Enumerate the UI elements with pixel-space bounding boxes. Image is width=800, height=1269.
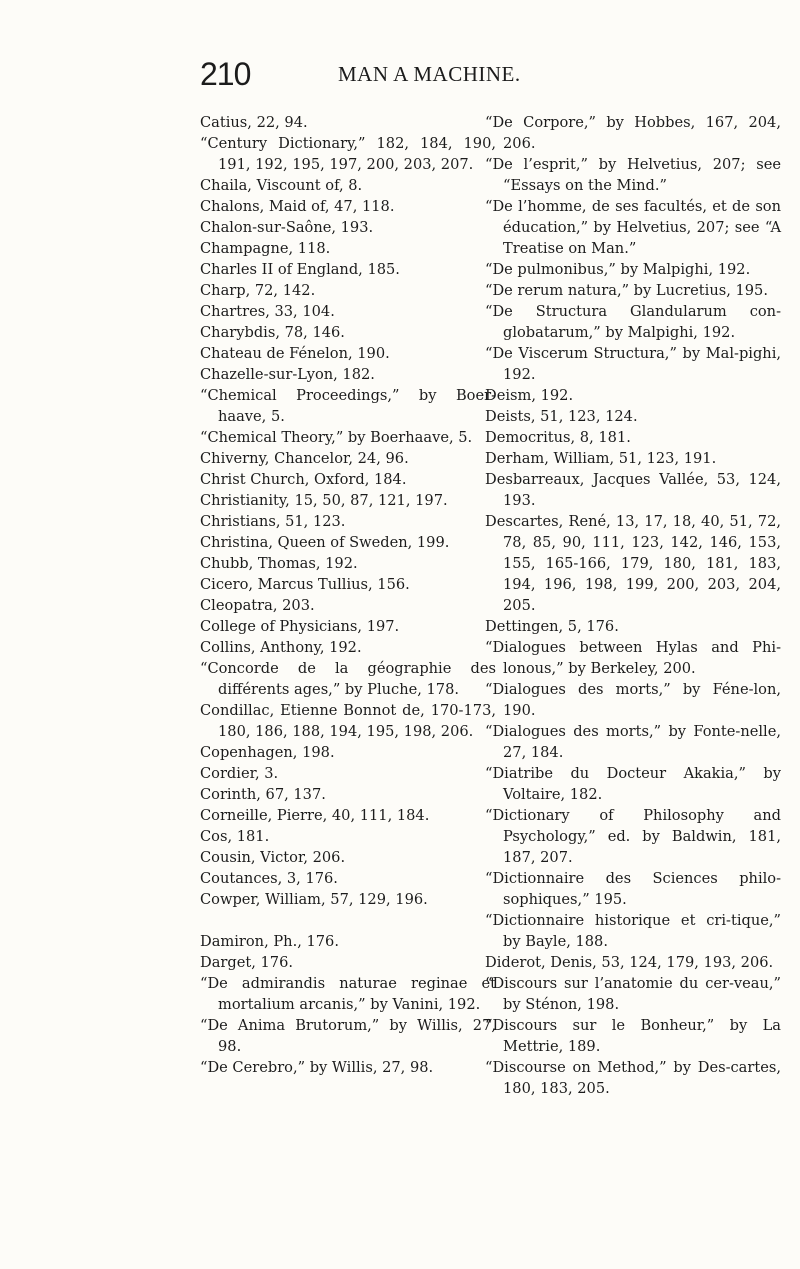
index-entry: Diderot, Denis, 53, 124, 179, 193, 206. <box>485 954 774 971</box>
index-entry: College of Physicians, 197. <box>200 618 400 635</box>
index-entry: Chalon-sur-Saône, 193. <box>200 219 374 236</box>
index-entry: Corinth, 67, 137. <box>200 786 326 803</box>
index-entry: “Dictionary of Philosophy and Psychology,” ed. by Baldwin, 181, 187, 207. <box>485 807 781 866</box>
index-entry: Democritus, 8, 181. <box>485 429 631 446</box>
index-entry: “Dictionnaire des Sciences philo-sophiques,” 195. <box>485 870 781 908</box>
index-entry: “De Viscerum Structura,” by Mal-pighi, 192. <box>485 345 781 383</box>
index-entry: “De admirandis naturae reginae et mortalium arcanis,” by Vanini, 192. <box>200 975 496 1013</box>
index-entry: Condillac, Etienne Bonnot de, 170-173, 180, 186, 188, 194, 195, 198, 206. <box>200 702 496 740</box>
index-entry: Chalons, Maid of, 47, 118. <box>200 198 395 215</box>
index-entry: “Century Dictionary,” 182, 184, 190, 191, 192, 195, 197, 200, 203, 207. <box>200 135 496 173</box>
index-entry: “Discours sur l’anatomie du cer-veau,” by Sténon, 198. <box>485 975 781 1013</box>
index-entry: “Discourse on Method,” by Des-cartes, 180, 183, 205. <box>485 1059 781 1097</box>
index-entry: Charp, 72, 142. <box>200 282 316 299</box>
index-entry: Desbarreaux, Jacques Vallée, 53, 124, 193. <box>485 471 781 509</box>
index-entry: Chaila, Viscount of, 8. <box>200 177 363 194</box>
index-entry: Charles II of England, 185. <box>200 261 400 278</box>
index-column-left <box>200 112 496 1078</box>
index-entry: Dettingen, 5, 176. <box>485 618 619 635</box>
index-entry: “Discours sur le Bonheur,” by La Mettrie, 189. <box>485 1017 781 1055</box>
index-entry: Cowper, William, 57, 129, 196. <box>200 891 428 908</box>
index-entry: Corneille, Pierre, 40, 111, 184. <box>200 807 430 824</box>
index-entry: “Diatribe du Docteur Akakia,” by Voltaire, 182. <box>485 765 781 803</box>
index-entry: “De Structura Glandularum con-globatarum,” by Malpighi, 192. <box>485 303 781 341</box>
index-entry: Cousin, Victor, 206. <box>200 849 346 866</box>
index-entry: Cos, 181. <box>200 828 270 845</box>
index-entry: Charybdis, 78, 146. <box>200 324 345 341</box>
index-entry: Champagne, 118. <box>200 240 331 257</box>
running-head: MAN A MACHINE. <box>338 62 521 86</box>
index-entry: Copenhagen, 198. <box>200 744 335 761</box>
index-entry: “De l’homme, de ses facultés, et de son éducation,” by Helvetius, 207; see “A Treatise on Man.” <box>485 198 781 257</box>
index-entry: Catius, 22, 94. <box>200 114 308 131</box>
index-entry: “Dialogues des morts,” by Féne-lon, 190. <box>485 681 781 719</box>
index-entry: Christianity, 15, 50, 87, 121, 197. <box>200 492 448 509</box>
index-entry: Cordier, 3. <box>200 765 279 782</box>
index-entry: Christ Church, Oxford, 184. <box>200 471 407 488</box>
index-column-right <box>485 112 781 1099</box>
index-entry: Descartes, René, 13, 17, 18, 40, 51, 72, 78, 85, 90, 111, 123, 142, 146, 153, 155, 165-166, 179, 180, 181, 183, 194, 196, 198, 199, 200, 203, 204, 205. <box>485 513 781 614</box>
index-entry: Christians, 51, 123. <box>200 513 346 530</box>
index-entry: Coutances, 3, 176. <box>200 870 338 887</box>
index-entry: Cicero, Marcus Tullius, 156. <box>200 576 410 593</box>
index-entry: Chazelle-sur-Lyon, 182. <box>200 366 375 383</box>
index-entry: “Dictionnaire historique et cri-tique,” by Bayle, 188. <box>485 912 781 950</box>
index-entry: “De Cerebro,” by Willis, 27, 98. <box>200 1059 434 1076</box>
index-entry: Darget, 176. <box>200 954 293 971</box>
index-entry: “De Anima Brutorum,” by Willis, 27, 98. <box>200 1017 496 1055</box>
index-entry: Chiverny, Chancelor, 24, 96. <box>200 450 409 467</box>
index-entry: “Dialogues between Hylas and Phi-lonous,” by Berkeley, 200. <box>485 639 781 677</box>
index-entry: “De rerum natura,” by Lucretius, 195. <box>485 282 768 299</box>
index-entry: “Concorde de la géographie des différents ages,” by Pluche, 178. <box>200 660 496 698</box>
index-entry: “Chemical Theory,” by Boerhaave, 5. <box>200 429 473 446</box>
index-entry: “De l’esprit,” by Helvetius, 207; see “Essays on the Mind.” <box>485 156 781 194</box>
index-entry: Christina, Queen of Sweden, 199. <box>200 534 450 551</box>
index-entry: Chartres, 33, 104. <box>200 303 335 320</box>
index-entry: “De Corpore,” by Hobbes, 167, 204, 206. <box>485 114 781 152</box>
index-entry: “Chemical Proceedings,” by Boer-haave, 5. <box>200 387 496 425</box>
page-number: 210 <box>200 56 251 92</box>
index-entry: “De pulmonibus,” by Malpighi, 192. <box>485 261 751 278</box>
index-entry: Deism, 192. <box>485 387 574 404</box>
index-entry: “Dialogues des morts,” by Fonte-nelle, 27, 184. <box>485 723 781 761</box>
index-entry: Deists, 51, 123, 124. <box>485 408 638 425</box>
index-entry: Damiron, Ph., 176. <box>200 933 339 950</box>
index-entry: Collins, Anthony, 192. <box>200 639 362 656</box>
index-entry: Derham, William, 51, 123, 191. <box>485 450 717 467</box>
index-entry: Cleopatra, 203. <box>200 597 315 614</box>
index-entry: Chateau de Fénelon, 190. <box>200 345 390 362</box>
index-entry: Chubb, Thomas, 192. <box>200 555 358 572</box>
